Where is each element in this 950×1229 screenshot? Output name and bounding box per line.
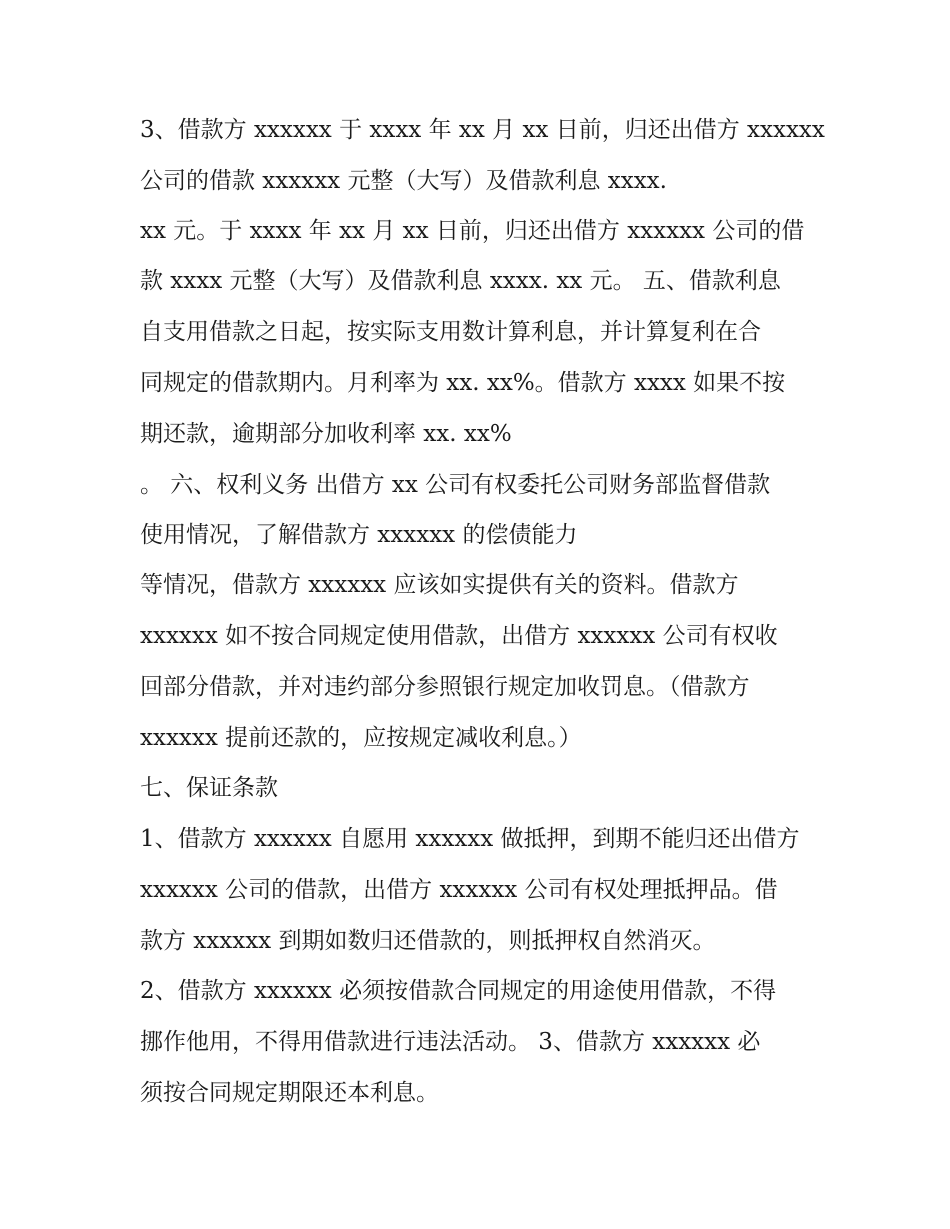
text-line: 2、借款方 xxxxxx 必须按借款合同规定的用途使用借款，不得 <box>140 978 777 1004</box>
text-line: 款方 xxxxxx 到期如数归还借款的，则抵押权自然消灭。 <box>140 928 716 954</box>
text-line: xxxxxx 提前还款的，应按规定减收利息。） <box>140 725 582 751</box>
text-line: 。 六、权利义务 出借方 xx 公司有权委托公司财务部监督借款 <box>140 472 771 498</box>
section-heading: 七、保证条款 <box>140 775 278 801</box>
text-line: xxxxxx 如不按合同规定使用借款，出借方 xxxxxx 公司有权收 <box>140 623 778 649</box>
text-line: 等情况，借款方 xxxxxx 应该如实提供有关的资料。借款方 <box>140 572 739 598</box>
text-line: 回部分借款，并对违约部分参照银行规定加收罚息。（借款方 <box>140 674 750 700</box>
text-line: 自支用借款之日起，按实际支用数计算利息，并计算复利在合 <box>140 319 761 345</box>
text-line: 1、借款方 xxxxxx 自愿用 xxxxxx 做抵押，到期不能归还出借方 <box>140 826 800 852</box>
text-line: xxxxxx 公司的借款，出借方 xxxxxx 公司有权处理抵押品。借 <box>140 877 778 903</box>
text-line: xx 元。于 xxxx 年 xx 月 xx 日前，归还出借方 xxxxxx 公司的借 <box>140 218 805 244</box>
text-line: 同规定的借款期内。月利率为 xx. xx%。借款方 xxxx 如果不按 <box>140 370 786 396</box>
text-line: 使用情况，了解借款方 xxxxxx 的偿债能力 <box>140 522 578 548</box>
text-line: 期还款，逾期部分加收利率 xx. xx% <box>140 421 512 447</box>
text-line: 款 xxxx 元整（大写）及借款利息 xxxx. xx 元。 五、借款利息 <box>140 268 781 294</box>
text-line: 挪作他用，不得用借款进行违法活动。 3、借款方 xxxxxx 必 <box>140 1029 761 1055</box>
text-line: 须按合同规定期限还本利息。 <box>140 1080 439 1106</box>
text-line: 公司的借款 xxxxxx 元整（大写）及借款利息 xxxx. <box>140 168 667 194</box>
text-line: 3、借款方 xxxxxx 于 xxxx 年 xx 月 xx 日前，归还出借方 xxxxxx <box>140 117 825 143</box>
